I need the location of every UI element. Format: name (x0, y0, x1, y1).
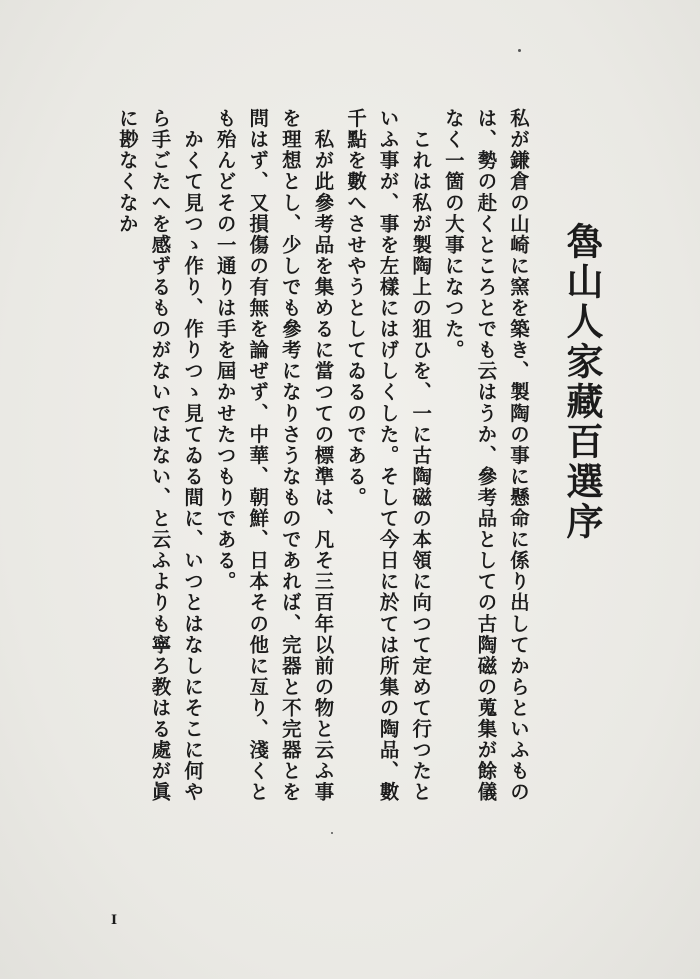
paper-speck (518, 49, 521, 52)
paper-speck (331, 832, 333, 834)
document-title: 魯山人家藏百選序 (560, 222, 604, 542)
paragraph-3: 私が此參考品を集めるに當つての標準は、凡そ三百年以前の物と云ふ事を理想とし、少しでも參考になりさうなものであれば、完器と不完器とを問はず、又損傷の有無を論ぜず、中華、朝鮮、日本その他に亙り、淺くとも殆んどその一通りは手を屆かせたつもりである。 (213, 108, 335, 803)
paragraph-1: 私が鎌倉の山崎に窯を築き、製陶の事に懸命に係り出してからといふものは、勢の赴くところとでも云はうか、參考品としての古陶磁の蒐集が餘儀なく一箇の大事になつた。 (441, 108, 530, 803)
body-text (104, 108, 534, 808)
paragraph-4: かくて見つゝ作り、作りつゝ見てゐる間に、いつとはなしにそこに何やら手ごたへを感ずるものがないではない、と云ふよりも寧ろ教はる處が眞に尠なくなか (115, 108, 205, 803)
page-number: I (111, 913, 118, 928)
paragraph-2: これは私が製陶上の狙ひを、一に古陶磁の本領に向つて定めて行つたといふ事が、事を左樣にはげしくした。そして今日に於ては所集の陶品、數千點を數へさせやうとしてゐるのである。 (344, 108, 433, 803)
